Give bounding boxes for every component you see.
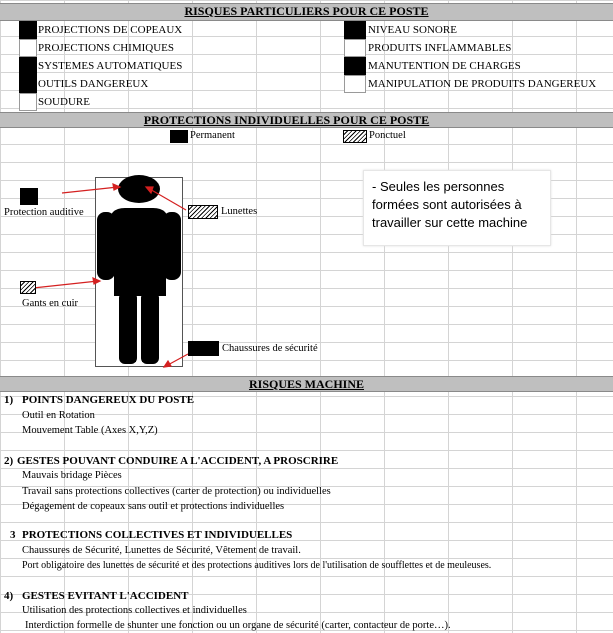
person-silhouette-icon xyxy=(97,175,181,364)
gants-label: Gants en cuir xyxy=(22,298,78,309)
gants-swatch xyxy=(20,281,36,294)
risk-label: SOUDURE xyxy=(38,96,90,108)
section-2-line: Mauvais bridage Pièces xyxy=(22,470,122,481)
risk-label: SYSTEMES AUTOMATIQUES xyxy=(38,60,183,72)
protection-auditive-swatch xyxy=(20,188,38,205)
section-2-title: GESTES POUVANT CONDUIRE A L'ACCIDENT, A PROSCRIRE xyxy=(17,455,339,467)
chaussures-label: Chaussures de sécurité xyxy=(222,343,318,354)
section-1-number: 1) xyxy=(4,394,14,406)
section-1-title: POINTS DANGEREUX DU POSTE xyxy=(22,394,195,406)
risques-machine-header: RISQUES MACHINE xyxy=(0,376,613,392)
section-3-line: Port obligatoire des lunettes de sécurité et des protections auditives lors de l'utilisation de soufflettes et de meuleuses. xyxy=(22,560,492,571)
risk-label: OUTILS DANGEREUX xyxy=(38,78,149,90)
section-4-line: Utilisation des protections collectives et individuelles xyxy=(22,605,247,616)
section-4-number: 4) xyxy=(4,590,14,602)
protections-header: PROTECTIONS INDIVIDUELLES POUR CE POSTE xyxy=(0,112,613,128)
section-2-number: 2) xyxy=(4,455,14,467)
risk-label: MANIPULATION DE PRODUITS DANGEREUX xyxy=(368,78,597,90)
legend-ponctuel-label: Ponctuel xyxy=(369,130,406,141)
section-4-line: Interdiction formelle de shunter une fonction ou un organe de sécurité (carter, contacteur de porte…). xyxy=(25,620,451,631)
section-3-line: Chaussures de Sécurité, Lunettes de Sécurité, Vêtement de travail. xyxy=(22,545,301,556)
section-4-title: GESTES EVITANT L'ACCIDENT xyxy=(22,590,189,602)
section-2-line: Travail sans protections collectives (carter de protection) ou individuelles xyxy=(22,486,331,497)
lunettes-label: Lunettes xyxy=(221,206,258,217)
section-3-number: 3 xyxy=(10,529,16,541)
protection-auditive-label: Protection auditive xyxy=(4,207,84,218)
chaussures-swatch xyxy=(188,341,219,356)
risk-label: PROJECTIONS DE COPEAUX xyxy=(38,24,183,36)
risk-label: MANUTENTION DE CHARGES xyxy=(368,60,521,72)
section-1-line: Outil en Rotation xyxy=(22,410,95,421)
legend-permanent-label: Permanent xyxy=(190,130,235,141)
risk-label: NIVEAU SONORE xyxy=(368,24,457,36)
risk-label: PRODUITS INFLAMMABLES xyxy=(368,42,512,54)
lunettes-swatch xyxy=(188,205,218,219)
section-1-line: Mouvement Table (Axes X,Y,Z) xyxy=(22,425,158,436)
risk-label: PROJECTIONS CHIMIQUES xyxy=(38,42,174,54)
section-3-title: PROTECTIONS COLLECTIVES ET INDIVIDUELLES xyxy=(22,529,293,541)
risques-particuliers-header: RISQUES PARTICULIERS POUR CE POSTE xyxy=(0,3,613,21)
section-2-line: Dégagement de copeaux sans outil et protections individuelles xyxy=(22,501,285,512)
training-note: - Seules les personnes formées sont autorisées à travailler sur cette machine xyxy=(363,170,551,246)
